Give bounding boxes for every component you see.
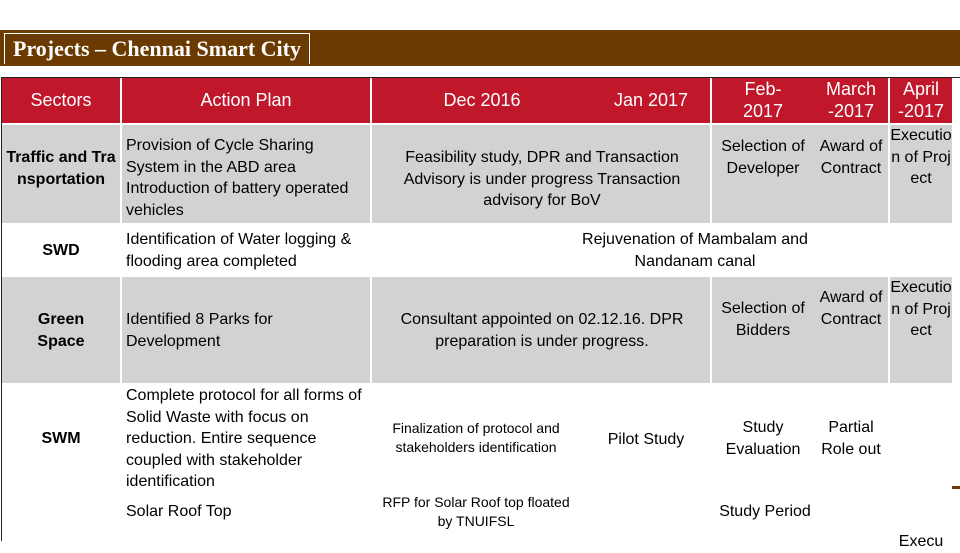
header-sectors-label: Sectors xyxy=(30,90,92,110)
traffic-march-cell xyxy=(814,125,888,223)
swm-action: Complete protocol for all forms of Solid Waste with focus on reduction. Entire sequence coupled with stakeholder identification xyxy=(126,387,362,490)
green-april-cell xyxy=(890,277,952,383)
swm-feb: Study Evaluation xyxy=(725,419,801,458)
solar-action-cell xyxy=(122,493,370,541)
swm-sector: SWM xyxy=(41,430,81,447)
swd-span: Rejuvenation of Mambalam and Nandanam canal xyxy=(582,231,808,270)
solar-action: Solar Roof Top xyxy=(126,503,232,520)
header-dec-2016-label: Dec 2016 xyxy=(443,90,521,110)
traffic-dec-jan-cell xyxy=(372,125,710,223)
solar-dec: RFP for Solar Roof top floated by TNUIFSL xyxy=(382,494,570,529)
traffic-action: Provision of Cycle Sharing System in the ABD area Introduction of battery operated vehicles xyxy=(126,137,349,219)
swm-dec: Finalization of protocol and stakeholders identification xyxy=(392,420,560,455)
green-dec-jan-cell xyxy=(372,277,710,383)
header-april-2017 xyxy=(890,78,952,123)
green-sector: Green Space xyxy=(37,311,85,350)
header-jan-2017 xyxy=(592,78,710,123)
swm-feb-cell xyxy=(712,385,814,491)
green-action: Identified 8 Parks for Development xyxy=(126,311,273,350)
swm-jan: Pilot Study xyxy=(607,431,685,448)
swd-span-cell xyxy=(372,225,888,275)
swm-march-cell xyxy=(814,385,888,491)
swm-jan-cell xyxy=(582,385,710,491)
swm-april-cell xyxy=(890,385,952,491)
projects-table xyxy=(1,77,960,550)
swm-dec-cell xyxy=(372,385,580,491)
header-dec-2016 xyxy=(372,78,592,123)
solar-april-cell xyxy=(890,493,952,550)
green-march-cell xyxy=(814,277,888,383)
traffic-sector: Traffic and Transportation xyxy=(6,149,116,188)
swm-action-cell xyxy=(122,385,370,491)
traffic-sector-cell xyxy=(2,125,120,223)
swd-sector: SWD xyxy=(42,242,80,259)
header-action-plan xyxy=(122,78,370,123)
traffic-feb: Selection of Developer xyxy=(721,138,805,177)
swd-sector-cell xyxy=(2,225,120,275)
header-march-2017-label: March -2017 xyxy=(825,79,876,121)
traffic-feb-cell xyxy=(712,125,814,223)
green-sector-cell xyxy=(2,277,120,383)
traffic-action-cell xyxy=(122,125,370,223)
swd-action: Identification of Water logging & flooding area completed xyxy=(126,231,352,270)
header-action-plan-label: Action Plan xyxy=(200,90,292,110)
green-feb-cell xyxy=(712,277,814,383)
swd-april-cell xyxy=(890,225,952,275)
green-action-cell xyxy=(122,277,370,383)
solar-sector-cell xyxy=(2,493,120,541)
solar-dec-cell xyxy=(372,493,580,541)
header-sectors xyxy=(2,78,120,123)
header-march-2017 xyxy=(814,78,888,123)
green-feb: Selection of Bidders xyxy=(721,300,805,339)
header-april-2017-label: April -2017 xyxy=(897,79,945,121)
slide-title: Projects – Chennai Smart City xyxy=(4,33,310,64)
solar-span-cell xyxy=(582,493,888,541)
traffic-march: Award of Contract xyxy=(819,138,883,177)
header-feb-2017 xyxy=(712,78,814,123)
traffic-dec-jan: Feasibility study, DPR and Transaction Advisory is under progress Transaction advisory for BoV xyxy=(403,149,681,209)
swd-action-cell xyxy=(122,225,370,275)
swm-march: Partial Role out xyxy=(821,419,881,458)
title-banner xyxy=(0,30,960,66)
traffic-april: Execution of Project xyxy=(890,127,952,187)
traffic-april-cell xyxy=(890,125,952,223)
swm-sector-cell xyxy=(2,385,120,491)
header-feb-2017-label: Feb-2017 xyxy=(742,79,784,121)
green-dec-jan: Consultant appointed on 02.12.16. DPR preparation is under progress. xyxy=(400,311,684,350)
header-jan-2017-label: Jan 2017 xyxy=(613,90,689,110)
green-march: Award of Contract xyxy=(819,289,883,328)
green-april: Execution of Project xyxy=(890,279,952,339)
solar-april: Execu xyxy=(898,533,944,550)
solar-span: Study Period xyxy=(719,503,811,520)
